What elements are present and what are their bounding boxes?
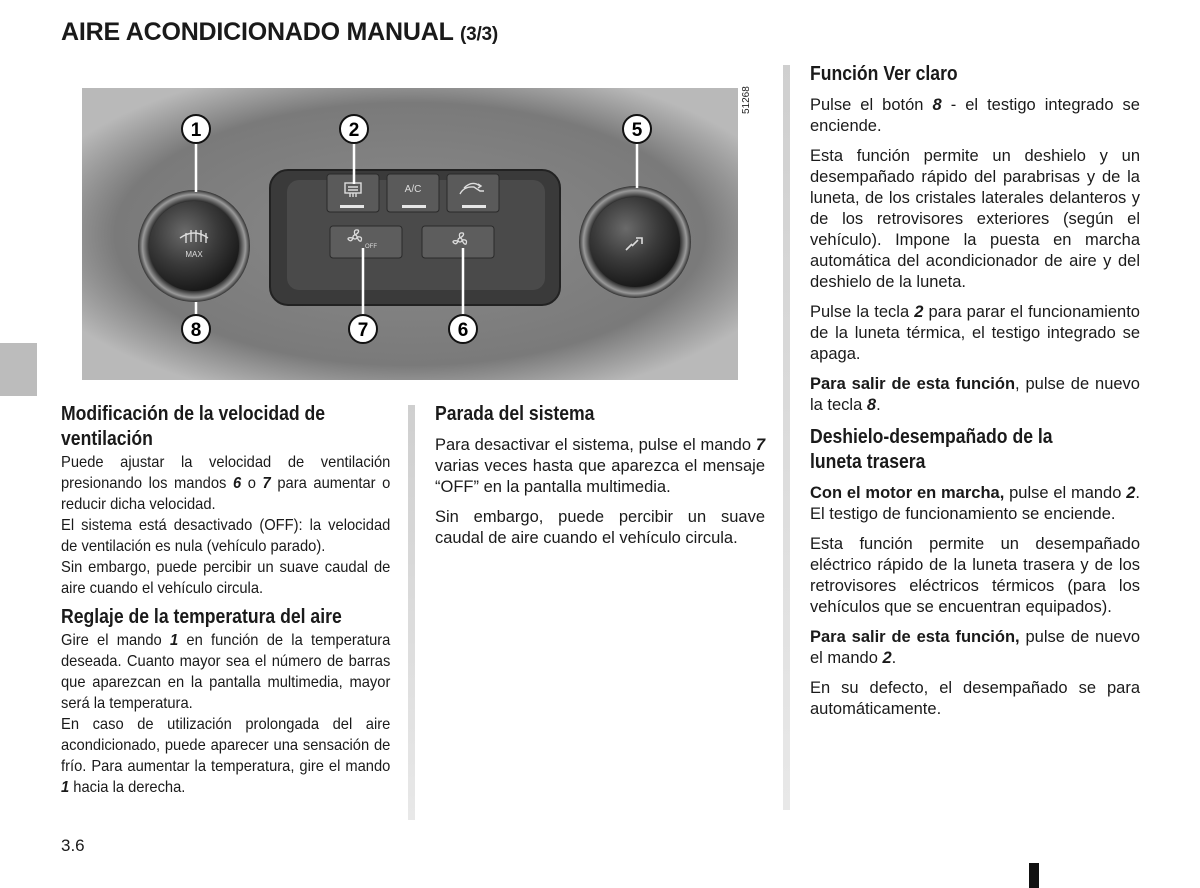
- fan-off-button[interactable]: [330, 226, 402, 258]
- paragraph: En su defecto, el desempañado se para automáticamente.: [810, 679, 1140, 718]
- section-heading: Reglaje de la temperatura del aire: [61, 606, 342, 628]
- figure-code: 51268: [741, 86, 752, 114]
- section-heading: ventilación: [61, 428, 153, 450]
- knob-face: [149, 201, 239, 291]
- callout-7: [349, 315, 377, 343]
- callout-1: [182, 115, 210, 143]
- section-heading: Función Ver claro: [810, 63, 958, 85]
- section-heading: Modificación de la velocidad de: [61, 403, 326, 425]
- paragraph: Para salir de esta función, pulse de nuevo la tecla 8.: [810, 375, 1140, 414]
- column-bar: [783, 65, 790, 810]
- column-bar: [408, 405, 415, 820]
- svg-text:7: 7: [357, 320, 369, 341]
- column-1: [61, 402, 391, 798]
- ac-label: A/C: [404, 184, 422, 195]
- section-tab: [0, 343, 37, 396]
- paragraph: En caso de utilización prolongada del aire acondicionado, puede aparecer una sensación de frío. Para aumentar la temperatura, gire el mando 1 hacia la derecha.: [61, 716, 391, 796]
- callout-5: [623, 115, 651, 143]
- paragraph: Esta función permite un desempañado eléctrico rápido de la luneta trasera y de los retrovisores eléctricos térmicos (para los vehículos que se encuentran equipados).: [810, 535, 1140, 616]
- paragraph: Gire el mando 1 en función de la temperatura deseada. Cuanto mayor sea el número de barras que aparezcan en la pantalla multimedia, mayor será la temperatura.: [61, 632, 391, 712]
- page-number: 3.6: [61, 836, 85, 855]
- svg-text:1: 1: [190, 120, 202, 141]
- paragraph: Puede ajustar la velocidad de ventilación presionando los mandos 6 o 7 para aumentar o reducir dicha velocidad.: [61, 454, 391, 513]
- svg-text:5: 5: [631, 120, 643, 141]
- climate-control-figure: [82, 88, 738, 380]
- paragraph: Para desactivar el sistema, pulse el mando 7 varias veces hasta que aparezca el mensaje “OFF” en la pantalla multimedia.: [435, 436, 765, 496]
- page-title: AIRE ACONDICIONADO MANUAL (3/3): [61, 18, 499, 46]
- paragraph: Con el motor en marcha, pulse el mando 2. El testigo de funcionamiento se enciende.: [810, 484, 1140, 523]
- indicator-light: [402, 205, 426, 208]
- page-edge-mark: [1029, 863, 1039, 888]
- svg-text:6: 6: [457, 320, 469, 341]
- callout-2: [340, 115, 368, 143]
- svg-text:8: 8: [190, 320, 202, 341]
- svg-text:2: 2: [348, 120, 360, 141]
- column-2: [435, 402, 765, 549]
- paragraph: Pulse el botón 8 - el testigo integrado se enciende.: [810, 96, 1140, 135]
- off-label: OFF: [365, 244, 377, 250]
- indicator-light: [462, 205, 486, 208]
- section-heading: Parada del sistema: [435, 403, 595, 425]
- column-3: [810, 62, 1140, 720]
- callout-6: [449, 315, 477, 343]
- paragraph: Sin embargo, puede percibir un suave caudal de aire cuando el vehículo circula.: [435, 508, 765, 547]
- paragraph: Esta función permite un deshielo y un desempañado rápido del parabrisas y de la luneta, de los cristales laterales delanteros y de los retrovisores exteriores (según el vehículo). Impone la puesta en marcha automática del acondicionador de aire y del deshielo de la luneta.: [810, 147, 1140, 291]
- section-heading: Deshielo-desempañado de la: [810, 426, 1053, 448]
- max-label: MAX: [185, 250, 203, 259]
- paragraph: El sistema está desactivado (OFF): la velocidad de ventilación es nula (vehículo parado).: [61, 517, 391, 555]
- paragraph: Sin embargo, puede percibir un suave caudal de aire cuando el vehículo circula.: [61, 559, 391, 597]
- callout-8: [182, 315, 210, 343]
- paragraph: Para salir de esta función, pulse de nuevo el mando 2.: [810, 628, 1140, 667]
- page-title-suffix: (3/3): [459, 24, 499, 45]
- section-heading: luneta trasera: [810, 451, 926, 473]
- indicator-light: [340, 205, 364, 208]
- paragraph: Pulse la tecla 2 para parar el funcionamiento de la luneta térmica, el testigo integrado se apaga.: [810, 303, 1140, 363]
